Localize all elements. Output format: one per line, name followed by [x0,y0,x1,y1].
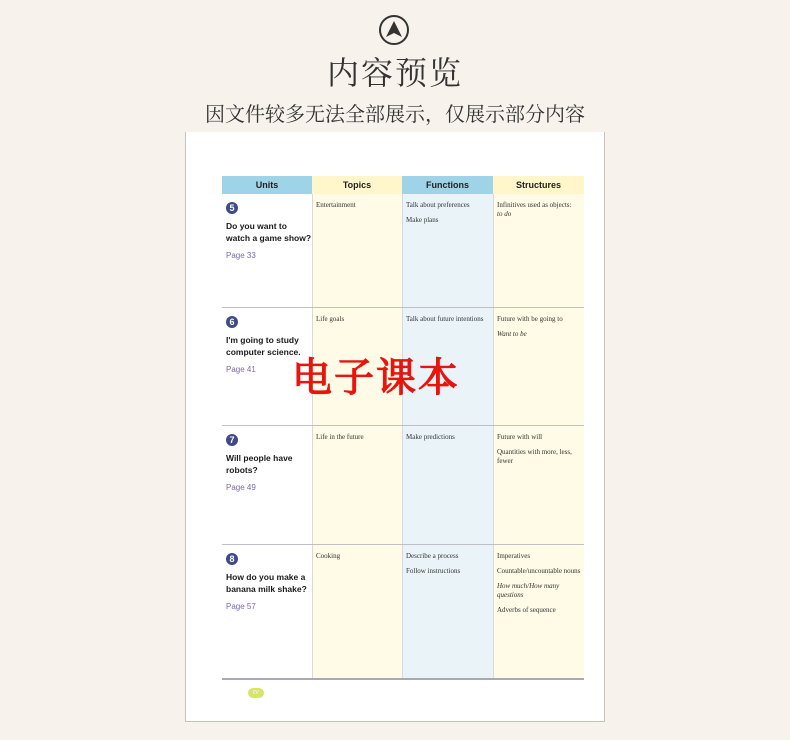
header-topics: Topics [312,176,402,194]
unit-page: Page 33 [226,251,256,260]
header-functions: Functions [402,176,493,194]
functions-cell: Describe a process Follow instructions [406,552,461,575]
unit-page: Page 57 [226,602,256,611]
unit-title: I'm going to study computer science. [226,335,301,357]
topics-cell: Cooking [316,552,341,560]
structures-cell: Future with will Quantities with more, less, fewer [497,433,572,465]
unit-title: How do you make a banana milk shake? [226,572,307,594]
page-number: IV [248,688,264,698]
unit-page: Page 41 [226,365,256,374]
watermark: 电子课本 [292,355,460,401]
structures-cell: Future with be going to Want to be [497,315,563,338]
unit-title: Do you want to watch a game show? [226,221,312,243]
chevron-up-circle-icon [378,14,410,46]
document-page [185,132,605,722]
page-subtitle: 因文件较多无法全部展示，仅展示部分内容 [205,102,585,126]
functions-cell: Make predictions [406,433,455,441]
table-row [226,202,312,260]
functions-cell: Talk about future intentions [406,315,484,323]
table-row [226,434,312,492]
header-structures: Structures [493,176,584,194]
unit-number-badge: 7 [226,434,238,446]
structures-cell: Imperatives Countable/uncountable nouns How much/How many questions Adverbs of sequence [497,552,581,614]
unit-number-badge: 5 [226,202,238,214]
unit-number-badge: 6 [226,316,238,328]
unit-number-badge: 8 [226,553,238,565]
topics-cell: Life goals [316,315,345,323]
page-title: 内容预览 [326,54,463,92]
topics-cell: Entertainment [316,201,356,209]
table-row [226,553,312,611]
unit-title: Will people have robots? [226,453,293,475]
unit-page: Page 49 [226,483,256,492]
header-units: Units [222,176,312,194]
contents-table [222,176,584,680]
topics-cell: Life in the future [316,433,364,441]
functions-cell: Talk about preferences Make plans [406,201,470,224]
structures-cell: Infinitives used as objects: to do [497,201,572,218]
